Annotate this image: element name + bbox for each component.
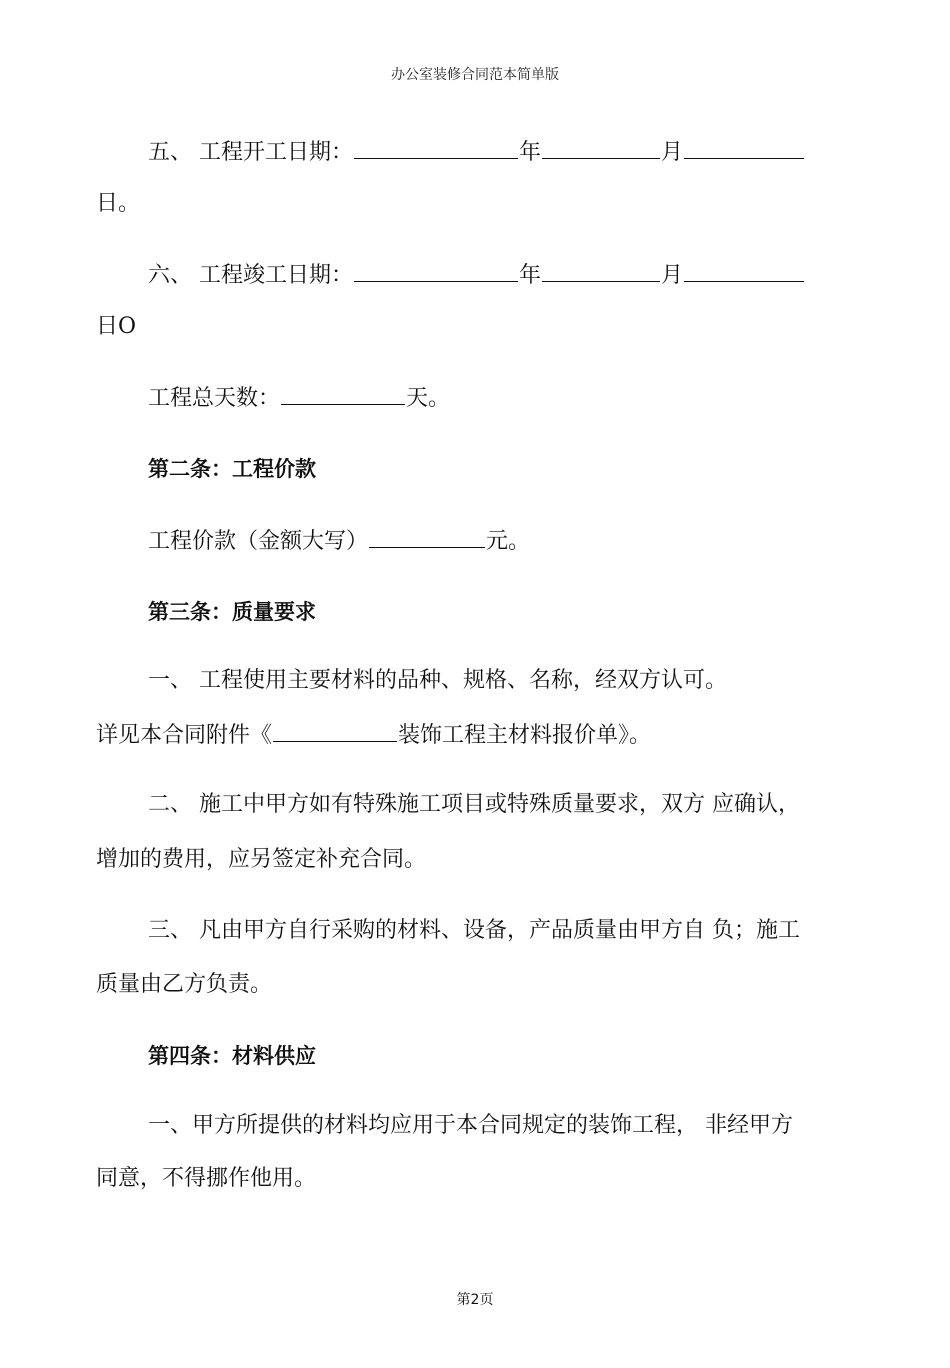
document-header: 办公室装修合同范本简单版	[391, 67, 559, 83]
total-days-label: 工程总天数：	[148, 386, 281, 411]
page-number: 第2页	[456, 1292, 494, 1308]
price-suffix: 元。	[486, 529, 531, 554]
day-blank	[684, 259, 804, 282]
item-6-end-date	[148, 259, 805, 291]
item-5-day-end: 日。	[96, 191, 141, 216]
total-days	[148, 382, 450, 414]
item-5-label: 五、 工程开工日期：	[148, 140, 353, 165]
price-line	[148, 525, 530, 557]
year-label: 年	[519, 263, 542, 288]
day-blank	[684, 136, 804, 159]
month-label: 月	[661, 140, 684, 165]
item-5-start-date	[148, 136, 805, 168]
year-label: 年	[519, 140, 542, 165]
article-2-heading: 第二条：工程价款	[148, 457, 316, 481]
quality-2-line-1: 二、 施工中甲方如有特殊施工项目或特殊质量要求，双方 应确认，	[148, 792, 800, 817]
month-label: 月	[661, 263, 684, 288]
material-1-line-2: 同意，不得挪作他用。	[96, 1166, 317, 1191]
total-days-blank	[281, 382, 405, 405]
item-6-label: 六、 工程竣工日期：	[148, 263, 353, 288]
price-blank	[369, 525, 485, 548]
quality-2-line-2: 增加的费用，应另签定补充合同。	[96, 847, 427, 872]
material-1-line-1: 一、甲方所提供的材料均应用于本合同规定的装饰工程， 非经甲方	[148, 1113, 793, 1138]
attachment-prefix: 详见本合同附件《	[96, 723, 273, 748]
year-blank	[354, 136, 518, 159]
quality-1-line-1: 一、 工程使用主要材料的品种、规格、名称，经双方认可。	[148, 668, 727, 693]
attachment-suffix: 装饰工程主材料报价单》。	[398, 723, 652, 748]
item-6-day-end: 日O	[96, 314, 137, 339]
attachment-blank	[273, 719, 397, 742]
quality-3-line-2: 质量由乙方负责。	[96, 972, 273, 997]
quality-3-line-1: 三、 凡由甲方自行采购的材料、设备，产品质量由甲方自 负；施工	[148, 918, 800, 943]
total-days-suffix: 天。	[406, 386, 451, 411]
month-blank	[542, 136, 660, 159]
article-3-heading: 第三条：质量要求	[148, 600, 316, 624]
month-blank	[542, 259, 660, 282]
article-4-heading: 第四条：材料供应	[148, 1044, 316, 1068]
quality-1-line-2	[96, 719, 651, 751]
price-label: 工程价款（金额大写）	[148, 529, 369, 554]
year-blank	[354, 259, 518, 282]
